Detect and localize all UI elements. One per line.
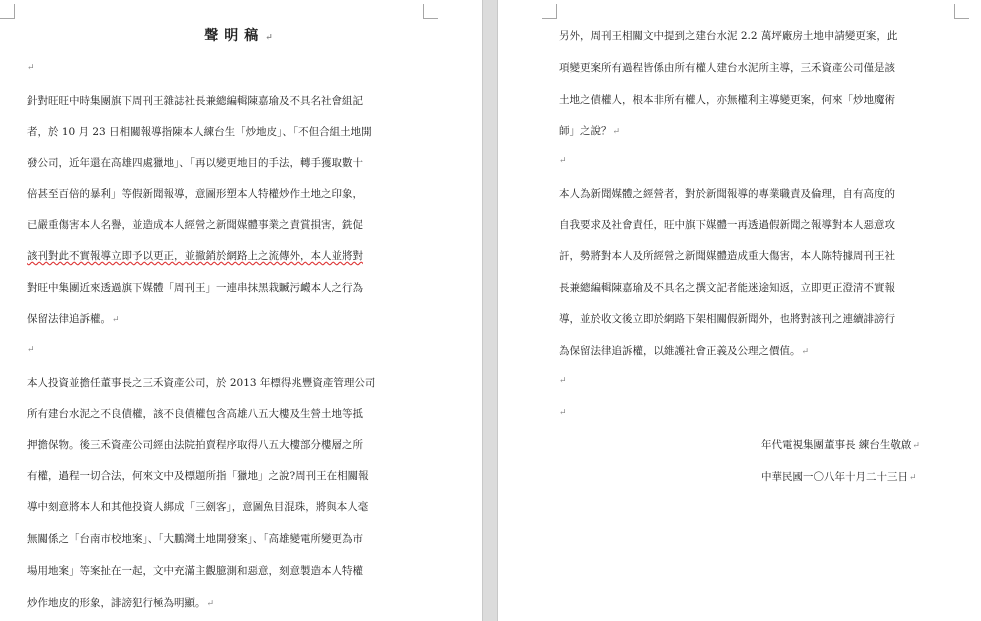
left-p2-line-6: 無關係之「台南市校地案」、「大鵬灣土地開發案」、「高雄變電所變更為市 xyxy=(27,533,363,545)
document-title: 聲明稿↵ xyxy=(204,28,279,44)
right-p1-line-1: 另外，周刊王相關文中提到之建台水泥 2.2 萬坪廠房土地申請變更案，此 xyxy=(559,30,898,42)
right-p2-line-2: 自我要求及社會責任，旺中旗下媒體一再透過假新聞之報導對本人惡意攻 xyxy=(559,219,895,231)
left-p2-line-8: 炒作地皮的形象，誹謗犯行極為明顯。↵ xyxy=(27,597,215,609)
left-p1-line-4: 倍甚至百倍的暴利」等假新聞報導，意圖形塑本人特權炒作土地之印象， xyxy=(27,188,363,200)
right-p1-line-3: 土地之債權人，根本非所有權人，亦無權利主導變更案，何來「炒地魔術 xyxy=(559,94,895,106)
left-p2-line-5: 導中刻意將本人和其他投資人綁成「三劍客」，意圖魚目混珠，將與本人毫 xyxy=(27,501,369,513)
right-p1-line-4: 師」之說？↵ xyxy=(559,125,621,137)
left-p1-line-6: 該刊對此不實報導立即予以更正，並撤銷於網路上之流傳外，本人並將對 xyxy=(27,250,363,262)
left-p1-line-3: 發公司，近年還在高雄四處獵地」、「再以變更地目的手法，轉手獲取數十 xyxy=(27,157,363,169)
signature-line: 年代電視集團董事長 練台生敬啟↵ xyxy=(761,439,920,451)
left-p2-line-7: 場用地案」等案扯在一起，文中充滿主觀臆測和惡意，刻意製造本人特權 xyxy=(27,565,363,577)
empty-paragraph-mark: ↵ xyxy=(27,345,35,355)
empty-paragraph-mark: ↵ xyxy=(27,63,35,73)
right-p1-line-2: 項變更案所有過程皆係由所有權人建台水泥所主導，三禾資產公司僅是該 xyxy=(559,62,895,74)
right-p2-line-5: 導，並於收文後立即於網路下架相關假新聞外，也將對該刊之連續誹謗行 xyxy=(559,313,895,325)
left-p1-line-1: 針對旺旺中時集團旗下周刊王雜誌社長兼總編輯陳嘉瑜及不具名社會組記 xyxy=(27,95,363,107)
document-page-left xyxy=(0,0,483,621)
document-page-right xyxy=(497,0,981,621)
empty-paragraph-mark: ↵ xyxy=(559,376,567,386)
date-line: 中華民國一〇八年十月二十三日↵ xyxy=(761,471,917,483)
page-gutter xyxy=(483,0,497,621)
right-p2-line-4: 長兼總編輯陳嘉瑜及不具名之撰文記者能迷途知返，立即更正澄清不實報 xyxy=(559,282,895,294)
right-p2-line-1: 本人為新聞媒體之經營者，對於新聞報導的專業職責及倫理，自有高度的 xyxy=(559,188,895,200)
page-left-text-area[interactable] xyxy=(0,0,482,621)
left-p2-line-3: 押擔保物。後三禾資產公司經由法院拍賣程序取得八五大樓部分樓層之所 xyxy=(27,439,363,451)
page-right-text-area[interactable] xyxy=(498,0,981,621)
left-p1-line-5: 已嚴重傷害本人名譽，並造成本人經營之新聞媒體事業之責賞損害，銑促 xyxy=(27,219,363,231)
left-p1-line-7: 對旺中集團近來透過旗下媒體「周刊王」一連串抹黑栽贓污衊本人之行為 xyxy=(27,282,363,294)
left-p2-line-2: 所有建台水泥之不良債權，該不良債權包含高雄八五大樓及生營土地等抵 xyxy=(27,408,363,420)
left-p1-line-8: 保留法律追訴權。↵ xyxy=(27,313,120,325)
left-p2-line-4: 有權，過程一切合法，何來文中及標題所指「獵地」之說?周刊王在相關報 xyxy=(27,470,369,482)
empty-paragraph-mark: ↵ xyxy=(559,408,567,418)
right-p2-line-3: 訐，勢將對本人及所經營之新聞媒體造成重大傷害，本人陈特據周刊王社 xyxy=(559,250,895,262)
empty-paragraph-mark: ↵ xyxy=(559,156,567,166)
left-p2-line-1: 本人投資並擔任董事長之三禾資產公司，於 2013 年標得兆豐資產管理公司 xyxy=(27,377,376,389)
left-p1-line-2: 者，於 10 月 23 日相關報導指陳本人練台生「炒地皮」、「不但合組土地開 xyxy=(27,126,372,138)
right-p2-line-6: 為保留法律追訴權，以維護社會正義及公理之價值。↵ xyxy=(559,345,810,357)
